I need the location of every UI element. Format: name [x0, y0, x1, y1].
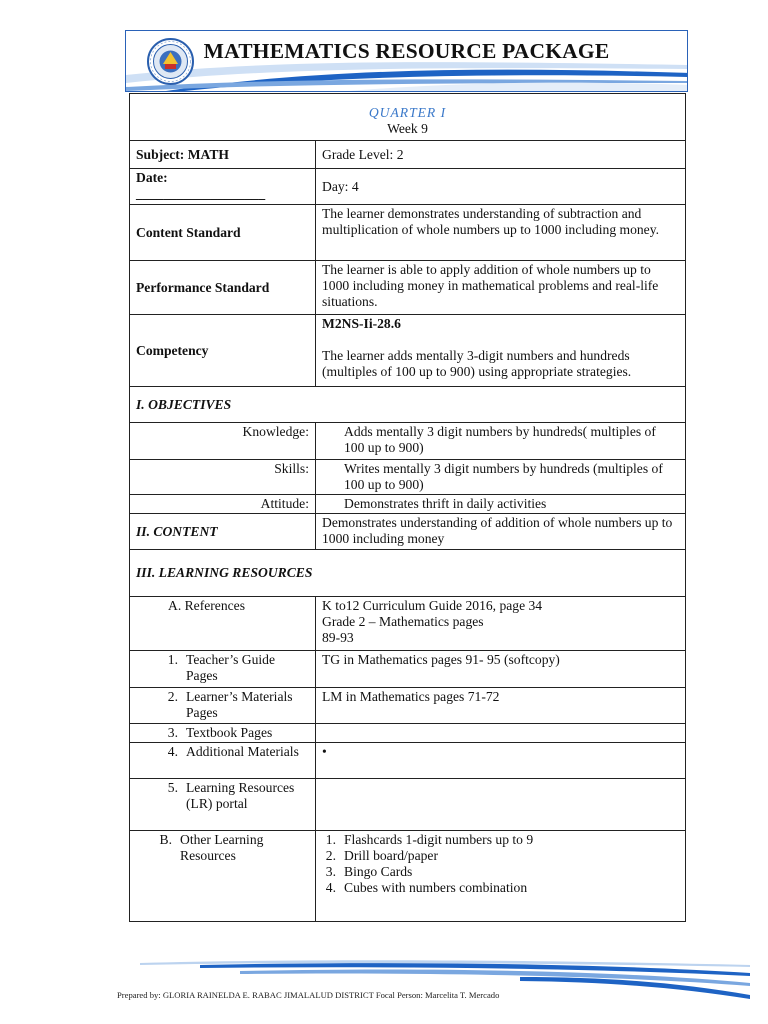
subject-cell: Subject: MATH [130, 141, 316, 169]
content-text: Demonstrates understanding of addition of whole numbers up to 1000 including money [316, 514, 686, 550]
table-row-subject [130, 141, 686, 169]
learners-materials-label: Learner’s Materials Pages [186, 689, 293, 720]
other-resources-cell [130, 831, 316, 922]
list-item: 3. Bingo Cards [325, 864, 413, 879]
additional-materials-value [316, 743, 686, 779]
competency-label: Competency [130, 315, 316, 387]
list-item: 1. Flashcards 1-digit numbers up to 9 [325, 832, 534, 847]
lr-portal-value [316, 779, 686, 831]
textbook-number: 3. [167, 725, 178, 740]
references-line-2: Grade 2 – Mathematics pages [322, 614, 484, 629]
skills-text: Writes mentally 3 digit numbers by hundreds (multiples of 100 up to 900) [316, 460, 686, 495]
table-row-performance-standard [130, 261, 686, 315]
table-row-objectives-heading [130, 387, 686, 423]
lr-portal-label: Learning Resources (LR) portal [186, 780, 295, 811]
day-cell: Day: 4 [316, 169, 686, 205]
table-row-learning-resources-heading [130, 550, 686, 597]
other-resources-list [316, 831, 686, 922]
footer-credits: Prepared by: GLORIA RAINELDA E. RABAC JIMALALUD DISTRICT Focal Person: Marcelita T. Mercado [117, 990, 500, 1000]
teachers-guide-cell [130, 651, 316, 688]
header-banner [125, 30, 688, 92]
knowledge-label: Knowledge: [130, 423, 316, 460]
content-standard-label: Content Standard [130, 205, 316, 261]
competency-cell [316, 315, 686, 387]
teachers-guide-label: Teacher’s Guide Pages [186, 652, 276, 683]
quarter-label: QUARTER I [368, 105, 447, 120]
date-cell [130, 169, 316, 205]
table-row-quarter [130, 94, 686, 141]
learning-resources-heading: III. LEARNING RESOURCES [130, 550, 686, 597]
skills-label: Skills: [130, 460, 316, 495]
references-label: A. References [130, 597, 316, 651]
table-row-learners-materials [130, 688, 686, 724]
learners-materials-number: 2. [167, 689, 178, 704]
table-row-content [130, 514, 686, 550]
knowledge-text: Adds mentally 3 digit numbers by hundreds( multiples of 100 up to 900) [316, 423, 686, 460]
references-cell [316, 597, 686, 651]
table-row-attitude [130, 495, 686, 514]
textbook-label: Textbook Pages [186, 725, 273, 740]
competency-code: M2NS-Ii-28.6 [322, 316, 401, 331]
table-row-additional-materials [130, 743, 686, 779]
attitude-label: Attitude: [130, 495, 316, 514]
objectives-heading: I. OBJECTIVES [130, 387, 686, 423]
lr-portal-cell [130, 779, 316, 831]
table-row-other-resources [130, 831, 686, 922]
attitude-text: Demonstrates thrift in daily activities [316, 495, 686, 514]
textbook-cell [130, 724, 316, 743]
references-line-3: 89-93 [322, 630, 354, 645]
table-row-competency [130, 315, 686, 387]
other-resources-letter: B. [159, 832, 172, 847]
additional-materials-number: 4. [167, 744, 178, 759]
table-row-skills [130, 460, 686, 495]
date-blank: ___________________ [136, 186, 266, 201]
quarter-cell [130, 94, 686, 141]
references-line-1: K to12 Curriculum Guide 2016, page 34 [322, 598, 543, 613]
additional-materials-label: Additional Materials [186, 744, 299, 759]
performance-standard-text: The learner is able to apply addition of whole numbers up to 1000 including money in mathematical problems and real-life situations. [316, 261, 686, 315]
teachers-guide-number: 1. [167, 652, 178, 667]
content-standard-text: The learner demonstrates understanding of subtraction and multiplication of whole numbers up to 1000 including money. [316, 205, 686, 261]
lr-portal-number: 5. [167, 780, 178, 795]
performance-standard-label: Performance Standard [130, 261, 316, 315]
content-heading: II. CONTENT [130, 514, 316, 550]
table-row-references [130, 597, 686, 651]
teachers-guide-value: TG in Mathematics pages 91- 95 (softcopy) [316, 651, 686, 688]
table-row-date [130, 169, 686, 205]
table-row-content-standard [130, 205, 686, 261]
grade-level-cell: Grade Level: 2 [316, 141, 686, 169]
table-row-lr-portal [130, 779, 686, 831]
learners-materials-cell [130, 688, 316, 724]
competency-text: The learner adds mentally 3-digit numbers and hundreds (multiples of 100 up to 900) using appropriate strategies. [322, 348, 632, 379]
table-row-knowledge [130, 423, 686, 460]
textbook-value [316, 724, 686, 743]
learners-materials-value: LM in Mathematics pages 71-72 [316, 688, 686, 724]
list-item: 4. Cubes with numbers combination [325, 880, 528, 895]
bullet-icon: • [322, 744, 327, 759]
lesson-plan-table [129, 93, 686, 922]
document-title: MATHEMATICS RESOURCE PACKAGE [203, 39, 610, 63]
additional-materials-cell [130, 743, 316, 779]
other-resources-label: Other Learning Resources [180, 832, 264, 863]
date-label: Date: [136, 170, 168, 185]
list-item: 2. Drill board/paper [325, 848, 438, 863]
table-row-teachers-guide [130, 651, 686, 688]
week-label: Week 9 [387, 121, 428, 136]
table-row-textbook [130, 724, 686, 743]
